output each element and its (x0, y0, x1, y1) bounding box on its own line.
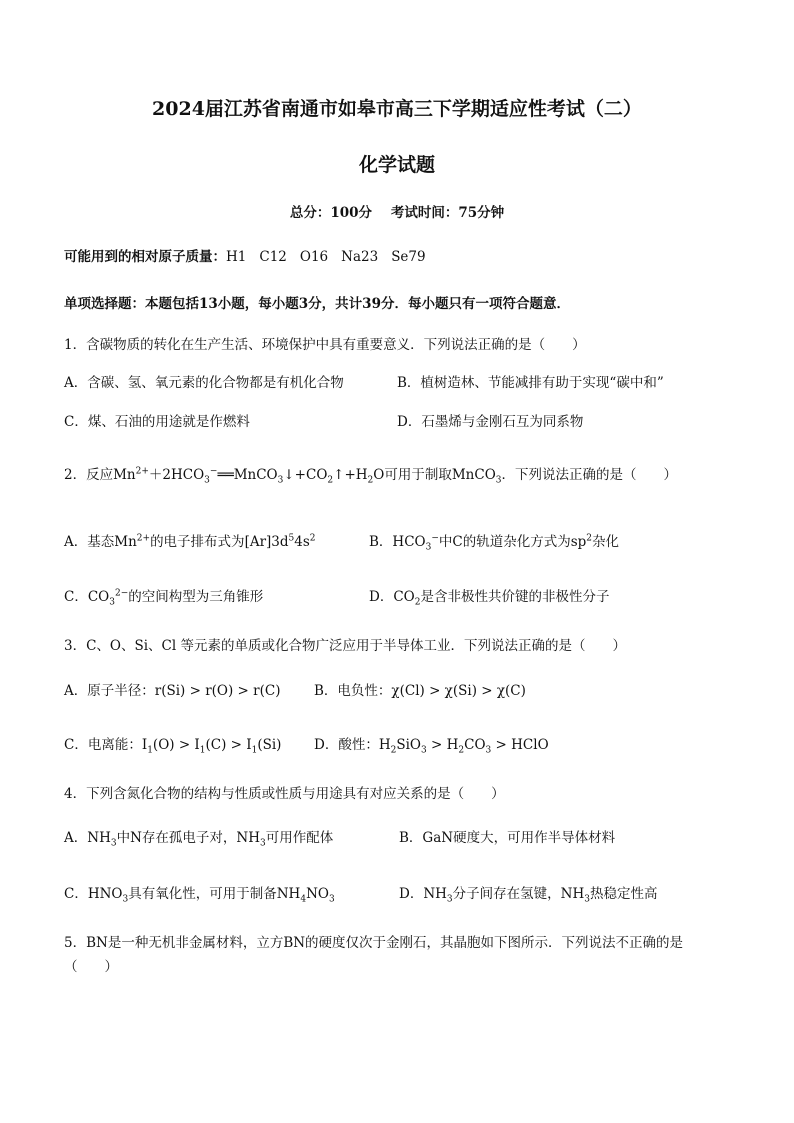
atomic-mass-line (64, 245, 439, 265)
section-heading: 单项选择题：本题包括13小题，每小题3分，共计39分．每小题只有一项符合题意． (64, 296, 570, 312)
q5-answer-paren: （ ） (64, 959, 118, 975)
q3-stem: 3．C、O、Si、Cl 等元素的单质或化合物广泛应用于半导体工业．下列说法正确的是（ ） (64, 638, 626, 654)
q2-stem: 2．反应$Mn^{2+}+2HCO_3^-══MnCO_3↓+CO_2↑+H_2O$可用于制取MnCO$_3$．下列说法正确的是（ ） (64, 466, 677, 486)
q1-option-d: D．石墨烯与金刚石互为同系物 (397, 414, 584, 430)
q2-option-a: A．基态$Mn^{2+}$的电子排布式为$[Ar]3d^54s^2$ (64, 533, 316, 550)
subject-title: 化学试题 (358, 154, 435, 176)
q2-option-b: B．$HCO_3^-$中C的轨道杂化方式为$sp^2$杂化 (369, 533, 620, 553)
q3-option-a: A．原子半径：r(Si) > r(O) > r(C) (64, 683, 281, 699)
q1-option-c: C．煤、石油的用途就是作燃料 (64, 414, 250, 430)
exam-time: 考试时间：75分钟 (390, 205, 505, 221)
q3-option-d: D．酸性：$H_2SiO_3 > H_2CO_3$ > HClO (314, 737, 549, 756)
q4-option-c: C．$HNO_3$具有氧化性，可用于制备$NH_4NO_3$ (64, 886, 335, 905)
total-score: 总分：100分 (289, 205, 373, 221)
atomic-mass-label: 可能用到的相对原子质量： (64, 249, 226, 265)
exam-info (0, 201, 794, 221)
q4-option-b: B．GaN硬度大，可用作半导体材料 (399, 830, 616, 846)
q1-option-a: A．含碳、氢、氧元素的化合物都是有机化合物 (64, 375, 344, 391)
q4-stem: 4．下列含氮化合物的结构与性质或性质与用途具有对应关系的是（ ） (64, 786, 505, 802)
q1-option-b: B．植树造林、节能减排有助于实现“碳中和” (397, 375, 664, 391)
q4-option-a: A．$NH_3$中N存在孤电子对，$NH_3$可用作配体 (64, 830, 334, 849)
q1-stem: 1．含碳物质的转化在生产生活、环境保护中具有重要意义．下列说法正确的是（ ） (64, 337, 586, 353)
q5-stem: 5．BN是一种无机非金属材料，立方BN的硬度仅次于金刚石，其晶胞如下图所示．下列说法不正确的是 (64, 935, 684, 951)
atomic-mass-se: Se79 (391, 249, 426, 265)
q2-option-c: C．$CO_3^{2-}$的空间构型为三角锥形 (64, 588, 264, 608)
atomic-mass-o: O16 (299, 249, 329, 265)
q4-option-d: D．$NH_3$分子间存在氢键，$NH_3$热稳定性高 (399, 886, 658, 905)
atomic-mass-c: C12 (259, 249, 287, 265)
q3-option-c: C．电离能：$I_1(O) > I_1(C) > I_1(Si)$ (64, 737, 282, 756)
q3-option-b: B．电负性：χ(Cl) > χ(Si) > χ(C) (314, 683, 526, 699)
atomic-mass-na: Na23 (341, 249, 379, 265)
q2-option-d: D．$CO_2$是含非极性共价键的非极性分子 (369, 589, 610, 608)
atomic-mass-h: H1 (226, 249, 247, 265)
exam-title: 2024届江苏省南通市如皋市高三下学期适应性考试（二） (152, 98, 642, 120)
